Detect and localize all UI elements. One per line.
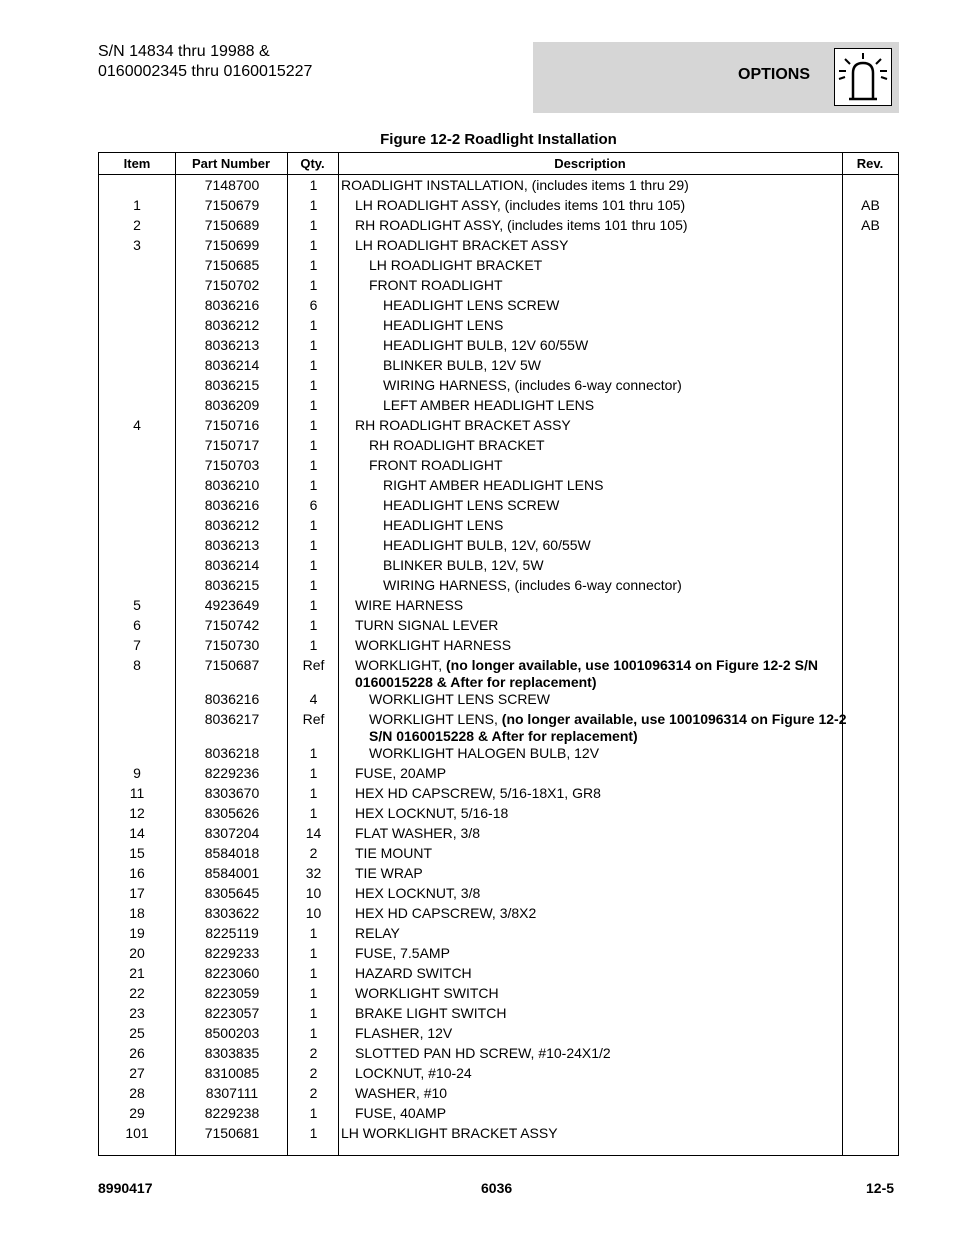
row-part-number: 8307204	[204, 825, 260, 841]
header-part-number: Part Number	[191, 156, 271, 171]
row-description	[341, 765, 853, 782]
table-row	[99, 1125, 898, 1145]
row-description	[341, 1085, 853, 1102]
row-item: 7	[133, 637, 141, 653]
header-item: Item	[123, 156, 151, 171]
row-item: 27	[129, 1065, 145, 1081]
row-description	[341, 865, 853, 882]
row-description-text: WORKLIGHT SWITCH	[355, 985, 499, 1001]
row-part-number: 7150685	[204, 257, 260, 273]
row-description-text: WASHER, #10	[355, 1085, 448, 1101]
row-qty: 6	[309, 297, 318, 313]
row-qty: 1	[309, 925, 318, 941]
row-qty: 1	[309, 785, 318, 801]
table-row	[99, 1005, 898, 1025]
row-description	[341, 557, 881, 574]
row-description	[341, 517, 881, 534]
row-qty: 10	[305, 905, 322, 921]
table-row	[99, 745, 898, 765]
row-part-number: 7150699	[204, 237, 260, 253]
table-row	[99, 1105, 898, 1125]
table-row	[99, 457, 898, 477]
row-description	[341, 337, 881, 354]
row-part-number: 8036216	[204, 691, 260, 707]
row-description	[341, 457, 867, 474]
table-row	[99, 297, 898, 317]
row-description-text: RH ROADLIGHT BRACKET ASSY	[355, 417, 571, 433]
row-description-text: ROADLIGHT INSTALLATION, (includes items 1 thru 29)	[341, 177, 689, 193]
table-row	[99, 177, 898, 197]
header-rev: Rev.	[856, 156, 884, 171]
row-description-text: WIRING HARNESS, (includes 6-way connector)	[383, 577, 682, 593]
row-part-number: 8036210	[204, 477, 260, 493]
header-description: Description	[554, 156, 626, 171]
row-part-number: 7150681	[204, 1125, 260, 1141]
row-rev: AB	[861, 217, 880, 233]
row-item: 29	[129, 1105, 145, 1121]
row-description	[341, 1105, 853, 1122]
row-description-text: LH WORKLIGHT BRACKET ASSY	[341, 1125, 558, 1141]
row-description-text: SLOTTED PAN HD SCREW, #10-24X1/2	[355, 1045, 611, 1061]
row-description-text: HEADLIGHT LENS SCREW	[383, 497, 560, 513]
row-description	[341, 965, 853, 982]
row-part-number: 8303835	[204, 1045, 260, 1061]
row-part-number: 8305645	[204, 885, 260, 901]
row-description-text: RH ROADLIGHT ASSY, (includes items 101 thru 105)	[355, 217, 688, 233]
row-qty: 32	[305, 865, 322, 881]
table-row	[99, 985, 898, 1005]
section-title: OPTIONS	[738, 66, 811, 83]
row-part-number: 8036212	[204, 317, 260, 333]
row-description-text: TIE MOUNT	[355, 845, 432, 861]
row-part-number: 8303670	[204, 785, 260, 801]
row-part-number: 8223057	[204, 1005, 260, 1021]
table-row	[99, 691, 898, 711]
row-description-text: WIRE HARNESS	[355, 597, 464, 613]
row-description	[341, 577, 881, 594]
row-qty: 1	[309, 277, 318, 293]
row-description-text: HEX HD CAPSCREW, 3/8X2	[355, 905, 537, 921]
row-description	[341, 1125, 839, 1142]
row-description	[341, 177, 839, 194]
row-qty: 1	[309, 457, 318, 473]
row-item: 8	[133, 657, 141, 673]
row-description	[341, 617, 853, 634]
table-row	[99, 805, 898, 825]
row-description-text: HEX LOCKNUT, 5/16-18	[355, 805, 509, 821]
row-part-number: 7150730	[204, 637, 260, 653]
row-description-text: FLASHER, 12V	[355, 1025, 453, 1041]
row-qty: 1	[309, 945, 318, 961]
serial-number-range	[98, 42, 312, 82]
row-description	[341, 1045, 853, 1062]
row-item: 19	[129, 925, 145, 941]
row-qty: 6	[309, 497, 318, 513]
row-description	[341, 417, 853, 434]
row-qty: 1	[309, 557, 318, 573]
row-qty: 1	[309, 745, 318, 761]
table-row	[99, 865, 898, 885]
row-item: 21	[129, 965, 145, 981]
row-qty: 1	[309, 1005, 318, 1021]
row-qty: 1	[309, 597, 318, 613]
row-qty: Ref	[302, 657, 325, 673]
row-description	[341, 711, 867, 745]
table-row	[99, 657, 898, 691]
row-description-text: BRAKE LIGHT SWITCH	[355, 1005, 507, 1021]
roadlight-icon	[834, 48, 892, 106]
row-qty: 2	[309, 1065, 318, 1081]
roadlight-icon-graphic	[835, 49, 891, 105]
table-row	[99, 637, 898, 657]
row-qty: 1	[309, 397, 318, 413]
table-row	[99, 477, 898, 497]
row-part-number: 8584001	[204, 865, 260, 881]
header-qty: Qty.	[300, 156, 325, 171]
row-qty: 2	[309, 845, 318, 861]
row-part-number: 7150689	[204, 217, 260, 233]
table-row	[99, 257, 898, 277]
table-row	[99, 925, 898, 945]
row-item: 23	[129, 1005, 145, 1021]
row-description	[341, 477, 881, 494]
row-item: 5	[133, 597, 141, 613]
row-part-number: 8036215	[204, 577, 260, 593]
section-tab	[533, 42, 899, 113]
row-description	[341, 905, 853, 922]
row-description	[341, 1065, 853, 1082]
row-qty: 1	[309, 765, 318, 781]
row-qty: 1	[309, 417, 318, 433]
row-qty: 1	[309, 637, 318, 653]
row-part-number: 8223060	[204, 965, 260, 981]
row-item: 26	[129, 1045, 145, 1061]
row-qty: 1	[309, 377, 318, 393]
row-item: 4	[133, 417, 141, 433]
table-row	[99, 905, 898, 925]
row-description	[341, 745, 867, 762]
row-description	[341, 805, 853, 822]
row-item: 28	[129, 1085, 145, 1101]
row-description	[341, 297, 881, 314]
row-qty: 1	[309, 477, 318, 493]
row-item: 9	[133, 765, 141, 781]
row-qty: 1	[309, 517, 318, 533]
table-row	[99, 497, 898, 517]
row-rev: AB	[861, 197, 880, 213]
page-number: 12-5	[866, 1180, 895, 1196]
row-part-number: 8310085	[204, 1065, 260, 1081]
row-item: 1	[133, 197, 141, 213]
row-description-text: HEADLIGHT LENS	[383, 317, 504, 333]
serial-number-line-2: 0160002345 thru 0160015227	[98, 63, 313, 80]
row-part-number: 8036216	[204, 297, 260, 313]
row-description	[341, 437, 867, 454]
table-row	[99, 711, 898, 745]
row-part-number: 4923649	[204, 597, 260, 613]
row-qty: 1	[309, 985, 318, 1001]
row-qty: 1	[309, 617, 318, 633]
row-description-text: LOCKNUT, #10-24	[355, 1065, 472, 1081]
row-qty: 1	[309, 577, 318, 593]
row-part-number: 7150742	[204, 617, 260, 633]
row-qty: Ref	[302, 711, 325, 727]
row-qty: 10	[305, 885, 322, 901]
row-description	[341, 397, 881, 414]
row-description	[341, 237, 853, 254]
document-number: 8990417	[98, 1180, 153, 1196]
table-row	[99, 537, 898, 557]
table-row	[99, 437, 898, 457]
table-row	[99, 825, 898, 845]
table-row	[99, 377, 898, 397]
row-item: 18	[129, 905, 145, 921]
row-description-text: BLINKER BULB, 12V, 5W	[383, 557, 544, 573]
row-part-number: 7150687	[204, 657, 260, 673]
row-description-note: (no longer available, use 1001096314 on Figure 12-2 S/N 0160015228 & After for replacement)	[355, 657, 818, 690]
row-item: 20	[129, 945, 145, 961]
table-row	[99, 397, 898, 417]
row-item: 22	[129, 985, 145, 1001]
row-description-text: LH ROADLIGHT BRACKET ASSY	[355, 237, 569, 253]
row-description-text: HEADLIGHT BULB, 12V, 60/55W	[383, 537, 591, 553]
row-item: 17	[129, 885, 145, 901]
row-qty: 1	[309, 257, 318, 273]
row-description-text: HEADLIGHT BULB, 12V 60/55W	[383, 337, 589, 353]
row-description-text: WORKLIGHT HARNESS	[355, 637, 512, 653]
row-description-text: HEADLIGHT LENS SCREW	[383, 297, 560, 313]
row-description-text: FUSE, 40AMP	[355, 1105, 447, 1121]
row-description-text: FUSE, 7.5AMP	[355, 945, 450, 961]
row-item: 15	[129, 845, 145, 861]
row-item: 12	[129, 805, 145, 821]
row-description-text: HEX LOCKNUT, 3/8	[355, 885, 481, 901]
row-part-number: 8036214	[204, 557, 260, 573]
table-row	[99, 597, 898, 617]
row-part-number: 8036212	[204, 517, 260, 533]
row-qty: 2	[309, 1085, 318, 1101]
row-qty: 1	[309, 237, 318, 253]
row-part-number: 8036209	[204, 397, 260, 413]
table-row	[99, 965, 898, 985]
row-description	[341, 357, 881, 374]
model-number: 6036	[481, 1180, 513, 1196]
row-description	[341, 657, 853, 691]
row-item: 2	[133, 217, 141, 233]
row-item: 6	[133, 617, 141, 633]
row-description	[341, 845, 853, 862]
row-item: 14	[129, 825, 145, 841]
row-description	[341, 257, 867, 274]
row-description-text: RIGHT AMBER HEADLIGHT LENS	[383, 477, 604, 493]
table-row	[99, 317, 898, 337]
row-description-text: WORKLIGHT LENS SCREW	[369, 691, 550, 707]
row-item: 101	[125, 1125, 149, 1141]
row-description	[341, 597, 853, 614]
row-part-number: 8229238	[204, 1105, 260, 1121]
row-qty: 1	[309, 337, 318, 353]
row-item: 11	[129, 785, 145, 801]
row-description	[341, 925, 853, 942]
row-description	[341, 945, 853, 962]
table-row	[99, 357, 898, 377]
table-row	[99, 845, 898, 865]
table-row	[99, 577, 898, 597]
row-qty: 1	[309, 965, 318, 981]
row-qty: 2	[309, 1045, 318, 1061]
row-part-number: 8229233	[204, 945, 260, 961]
row-description-text: LH ROADLIGHT BRACKET	[369, 257, 543, 273]
row-qty: 1	[309, 1105, 318, 1121]
row-part-number: 8036218	[204, 745, 260, 761]
row-qty: 4	[309, 691, 318, 707]
row-description	[341, 1005, 853, 1022]
row-description	[341, 637, 853, 654]
row-part-number: 8036213	[204, 337, 260, 353]
row-part-number: 8584018	[204, 845, 260, 861]
serial-number-line-1: S/N 14834 thru 19988 &	[98, 43, 270, 60]
row-description-text: LH ROADLIGHT ASSY, (includes items 101 thru 105)	[355, 197, 686, 213]
row-description-text: LEFT AMBER HEADLIGHT LENS	[383, 397, 595, 413]
row-description	[341, 985, 853, 1002]
row-part-number: 8303622	[204, 905, 260, 921]
row-part-number: 8036214	[204, 357, 260, 373]
table-row	[99, 1085, 898, 1105]
row-item: 3	[133, 237, 141, 253]
row-description-text: FLAT WASHER, 3/8	[355, 825, 480, 841]
row-description-text: WORKLIGHT,	[355, 657, 447, 673]
table-row	[99, 217, 898, 237]
table-row	[99, 1045, 898, 1065]
row-part-number: 7150716	[204, 417, 260, 433]
table-row	[99, 337, 898, 357]
row-description	[341, 377, 881, 394]
row-part-number: 7150717	[204, 437, 260, 453]
row-part-number: 7150679	[204, 197, 260, 213]
row-description-text: FUSE, 20AMP	[355, 765, 447, 781]
row-part-number: 7148700	[204, 177, 260, 193]
table-row	[99, 885, 898, 905]
table-row	[99, 1025, 898, 1045]
row-qty: 1	[309, 1125, 318, 1141]
table-row	[99, 765, 898, 785]
row-qty: 1	[309, 437, 318, 453]
row-part-number: 8223059	[204, 985, 260, 1001]
row-description-text: FRONT ROADLIGHT	[369, 457, 503, 473]
row-part-number: 8036213	[204, 537, 260, 553]
row-part-number: 7150702	[204, 277, 260, 293]
row-qty: 1	[309, 357, 318, 373]
row-description-text: FRONT ROADLIGHT	[369, 277, 503, 293]
figure-title: Figure 12-2 Roadlight Installation	[380, 131, 617, 148]
table-row	[99, 945, 898, 965]
row-description-text: HEADLIGHT LENS	[383, 517, 504, 533]
row-qty: 1	[309, 537, 318, 553]
row-qty: 1	[309, 177, 318, 193]
row-part-number: 8229236	[204, 765, 260, 781]
table-row	[99, 517, 898, 537]
row-description	[341, 537, 881, 554]
row-part-number: 8225119	[205, 925, 259, 941]
row-description	[341, 691, 867, 708]
row-description-text: WORKLIGHT HALOGEN BULB, 12V	[369, 745, 600, 761]
row-description	[341, 825, 853, 842]
row-item: 16	[129, 865, 145, 881]
table-row	[99, 617, 898, 637]
row-description	[341, 217, 853, 234]
table-row	[99, 557, 898, 577]
row-description-text: TURN SIGNAL LEVER	[355, 617, 499, 633]
row-qty: 1	[309, 217, 318, 233]
table-body	[99, 177, 898, 1145]
row-description-text: HEX HD CAPSCREW, 5/16-18X1, GR8	[355, 785, 601, 801]
row-qty: 1	[309, 317, 318, 333]
row-description	[341, 277, 867, 294]
row-part-number: 8036215	[204, 377, 260, 393]
table-row	[99, 237, 898, 257]
row-part-number: 8305626	[204, 805, 260, 821]
row-description	[341, 497, 881, 514]
parts-table	[98, 152, 899, 1156]
row-description-text: BLINKER BULB, 12V 5W	[383, 357, 541, 373]
row-description-text: RELAY	[355, 925, 400, 941]
table-row	[99, 1065, 898, 1085]
row-qty: 1	[309, 1025, 318, 1041]
row-description-text: WIRING HARNESS, (includes 6-way connector)	[383, 377, 682, 393]
row-description	[341, 785, 853, 802]
row-description	[341, 197, 853, 214]
row-description-text: HAZARD SWITCH	[355, 965, 472, 981]
row-part-number: 8036216	[204, 497, 260, 513]
row-description-text: RH ROADLIGHT BRACKET	[369, 437, 545, 453]
table-row	[99, 785, 898, 805]
row-description-text: TIE WRAP	[355, 865, 423, 881]
row-item: 25	[129, 1025, 145, 1041]
table-header	[99, 153, 898, 175]
row-part-number: 8500203	[204, 1025, 260, 1041]
row-qty: 1	[309, 197, 318, 213]
row-description	[341, 885, 853, 902]
row-description	[341, 1025, 853, 1042]
row-description	[341, 317, 881, 334]
row-part-number: 7150703	[204, 457, 260, 473]
row-description-text: WORKLIGHT LENS,	[369, 711, 502, 727]
table-row	[99, 197, 898, 217]
row-part-number: 8307111	[205, 1085, 259, 1101]
row-qty: 1	[309, 805, 318, 821]
table-row	[99, 417, 898, 437]
row-part-number: 8036217	[204, 711, 260, 727]
table-row	[99, 277, 898, 297]
row-qty: 14	[305, 825, 322, 841]
row-description-note: (no longer available, use 1001096314 on Figure 12-2 S/N 0160015228 & After for replacement)	[369, 711, 847, 744]
